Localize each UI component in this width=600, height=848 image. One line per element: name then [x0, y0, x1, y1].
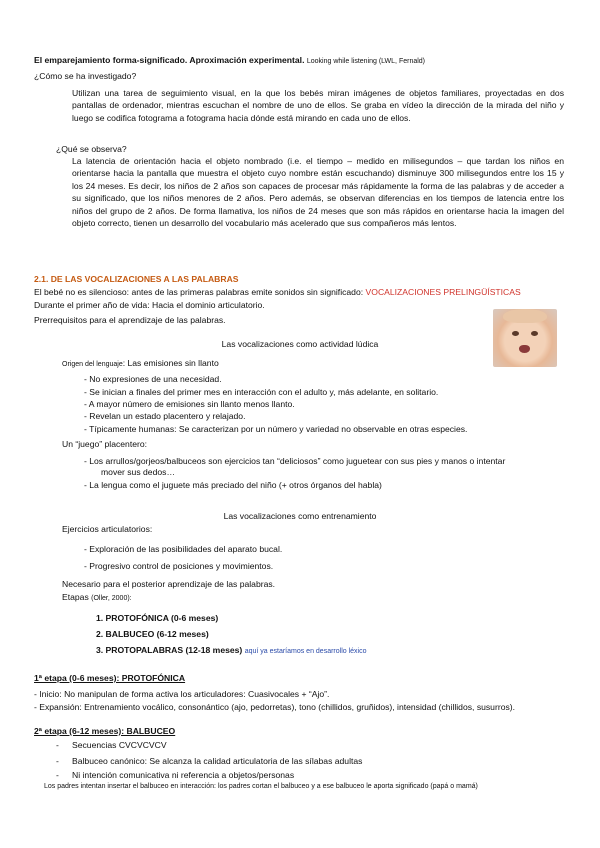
baby-left-eye — [512, 331, 519, 336]
etapa1-heading: 1ª etapa (0-6 meses): PROTOFÓNICA — [34, 673, 186, 683]
stage-2: 2. BALBUCEO (6-12 meses) — [96, 629, 209, 639]
entrenamiento-bullet-2: - Progresivo control de posiciones y movimientos. — [84, 561, 274, 571]
baby-mouth — [519, 345, 530, 353]
ludica-bullet-5: - Típicamente humanas: Se caracterizan por un número y variedad no observable en otras especies. — [84, 424, 468, 434]
ludica-heading: Las vocalizaciones como actividad lúdica — [221, 339, 379, 349]
section-line-1 — [34, 286, 574, 298]
etapa2-heading: 2ª etapa (6-12 meses): BALBUCEO — [34, 726, 176, 736]
section-line-2: Durante el primer año de vida: Hacia el dominio articulatorio. — [34, 300, 265, 310]
etapas-citation: (Oller, 2000): — [91, 595, 132, 602]
baby-hair — [503, 309, 547, 323]
ludica-bullet-2: - Se inician a finales del primer mes en interacción con el adulto y, más adelante, en solitario. — [84, 387, 439, 397]
etapa1-line-1: - Inicio: No manipulan de forma activa los articuladores: Cuasivocales + “Ajo”. — [34, 689, 330, 699]
etapa2-bullet-2: Balbuceo canónico: Se alcanza la calidad articulatoria de las sílabas adultas — [72, 756, 363, 766]
title-tag: Looking while listening (LWL, Fernald) — [306, 58, 426, 65]
baby-right-eye — [531, 331, 538, 336]
baby-photo — [493, 309, 557, 367]
juego-bullet-1: - Los arrullos/gorjeos/balbuceos son ejercicios tan “deliciosos” como juguetear con sus pies y manos o intentar — [84, 456, 506, 466]
stage-3-line — [96, 644, 367, 657]
stage-3: 3. PROTOPALABRAS (12-18 meses) — [96, 645, 243, 655]
etapas-line — [62, 591, 132, 604]
ejercicios-label: Ejercicios articulatorios: — [62, 524, 153, 534]
etapa2-bullet-3: Ni intención comunicativa ni referencia a objetos/personas — [72, 770, 295, 780]
etapa2-dash-2: - — [56, 756, 59, 766]
etapas-label: Etapas — [62, 592, 89, 602]
section-line-1-text: El bebé no es silencioso: antes de las primeras palabras emite sonidos sin significado: — [34, 287, 364, 297]
entrenamiento-heading: Las vocalizaciones como entrenamiento — [223, 511, 377, 521]
stage-1: 1. PROTOFÓNICA (0-6 meses) — [96, 613, 219, 623]
juego-bullet-1-cont: mover sus dedos… — [101, 467, 176, 477]
ludica-bullet-3: - A mayor número de emisiones sin llanto menos llanto. — [84, 399, 295, 409]
ludica-bullet-1: - No expresiones de una necesidad. — [84, 374, 222, 384]
section-heading: 2.1. DE LAS VOCALIZACIONES A LAS PALABRAS — [34, 274, 239, 284]
etapa1-line-2: - Expansión: Entrenamiento vocálico, consonántico (ajo, pedorretas), tono (chillidos, gruñidos), intensidad (chillidos, susurros). — [34, 702, 516, 712]
question-investigado: ¿Cómo se ha investigado? — [34, 71, 137, 81]
method-paragraph: Utilizan una tarea de seguimiento visual, en la que los bebés miran imágenes de objetos familiares, proyectadas en dos pantallas de ordenador, mientras escuchan el nombre de uno de ellos. Se graba en vídeo la dirección de la mirada del niño y luego se codifica fotograma a fotograma hacia dónde está mirando en cada uno de ellos. — [72, 88, 564, 123]
vocalizaciones-highlight: VOCALIZACIONES PRELINGÜÍSTICAS — [365, 287, 521, 297]
etapa2-bullet-1: Secuencias CVCVCVCV — [72, 740, 167, 750]
juego-label: Un “juego” placentero: — [62, 439, 148, 449]
stage-3-note: aquí ya estaríamos en desarrollo léxico — [244, 648, 367, 655]
etapa2-dash-1: - — [56, 740, 59, 750]
juego-bullet-2: - La lengua como el juguete más preciado del niño (+ otros órganos del habla) — [84, 480, 382, 490]
observe-paragraph: La latencia de orientación hacia el objeto nombrado (i.e. el tiempo – medido en milisegundos – que tardan los niños en orientarse hacia la pantalla que muestra el objeto cuyo nombre están escuchando) disminuye 300 milisegundos entre los 15 y los 24 meses. Es decir, los niños de 2 años son capaces de procesar más rápidamente la forma de las palabras y de acceder a su significado, que los niños menores de 2 años. Pero además, se observan diferencias en los tiempos de latencia entre los niños del grupo de 2 años. De forma llamativa, los niños de 24 meses que son más rápidos en orientarse hacia la imagen del objeto correcto, tienen un desarrollo del vocabulario más acelerado que sus compañeros más lentos. — [72, 156, 564, 229]
question-observa: ¿Qué se observa? — [56, 144, 127, 154]
origen-rest: : Las emisiones sin llanto — [122, 358, 219, 368]
etapa2-footnote: Los padres intentan insertar el balbuceo en interacción: los padres cortan el balbuceo y a ese balbuceo le aporta significado (papá o mamá) — [44, 783, 478, 790]
title-line — [34, 54, 574, 67]
origen-label: Origen del lenguaje — [62, 361, 123, 368]
etapa2-dash-3: - — [56, 770, 59, 780]
section-line-3: Prerrequisitos para el aprendizaje de las palabras. — [34, 315, 226, 325]
necesario-line: Necesario para el posterior aprendizaje de las palabras. — [62, 579, 276, 589]
origen-line — [62, 357, 219, 370]
entrenamiento-bullet-1: - Exploración de las posibilidades del aparato bucal. — [84, 544, 283, 554]
doc-title: El emparejamiento forma-significado. Aproximación experimental. — [34, 55, 305, 65]
ludica-bullet-4: - Revelan un estado placentero y relajado. — [84, 411, 246, 421]
